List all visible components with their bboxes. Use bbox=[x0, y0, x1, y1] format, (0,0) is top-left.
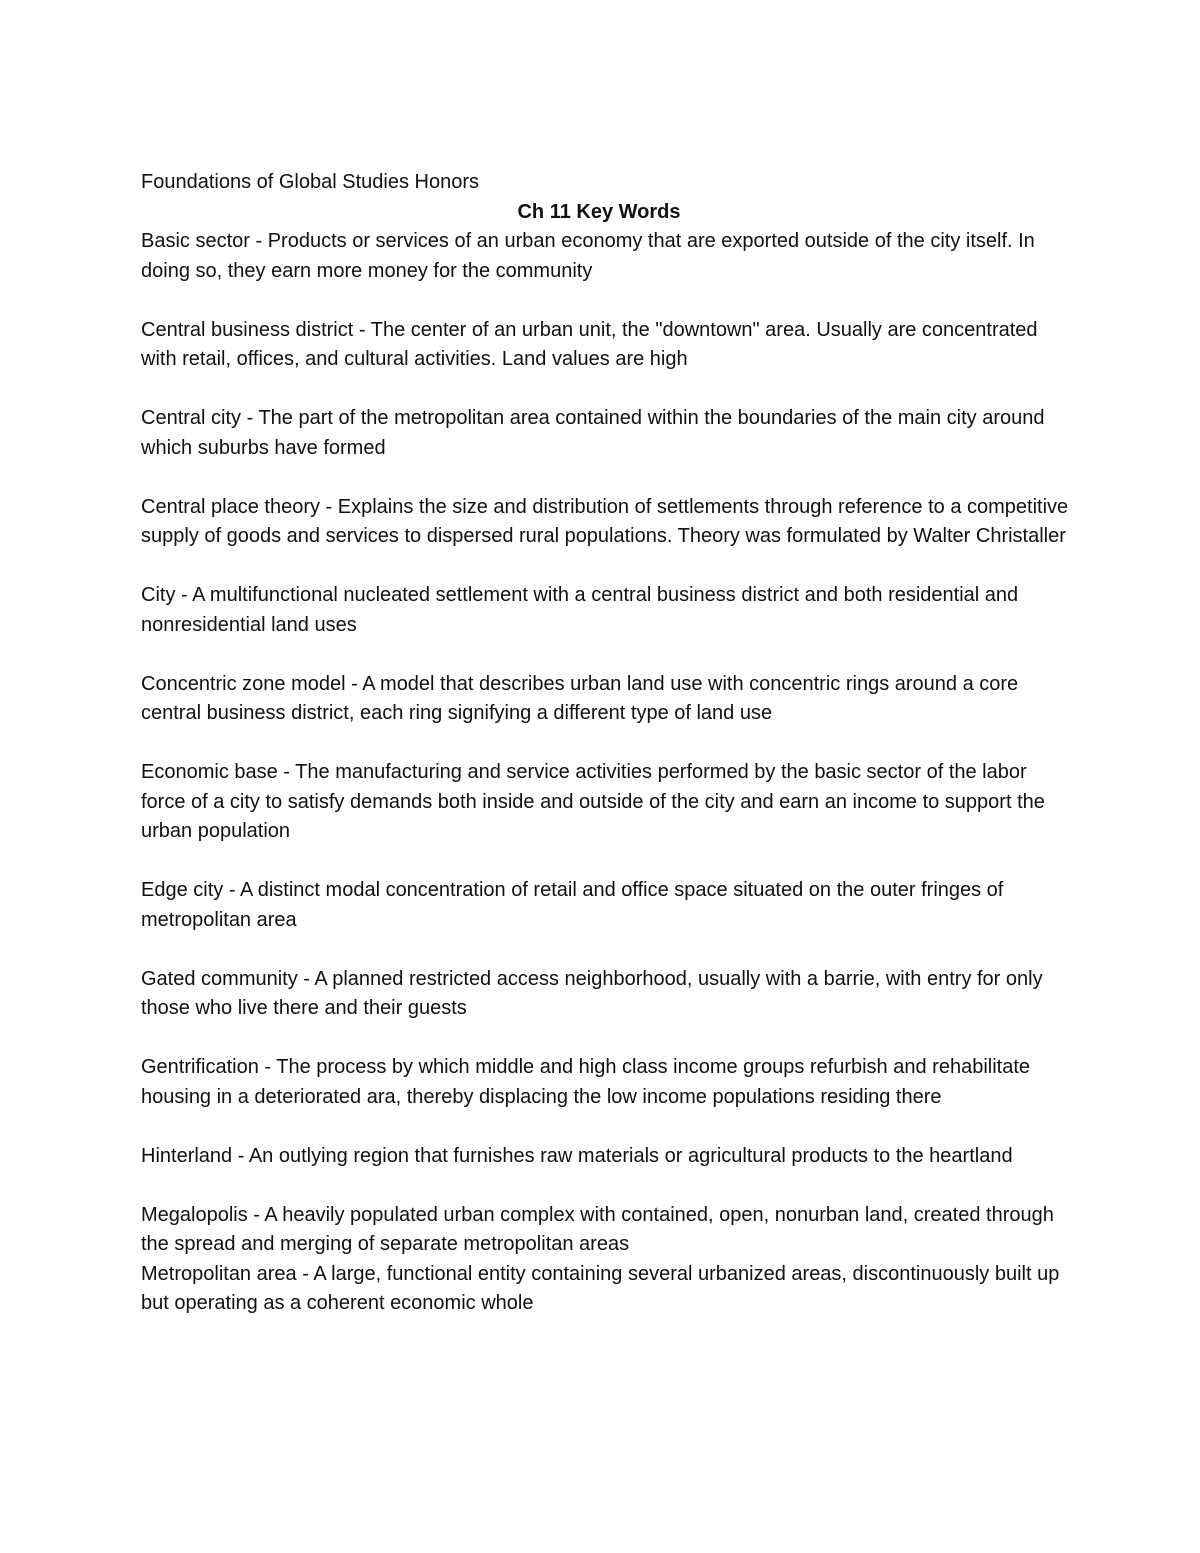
entry-term: Metropolitan area bbox=[141, 1262, 297, 1285]
entry-separator: - bbox=[297, 967, 315, 990]
entry-term: Basic sector bbox=[141, 230, 250, 252]
entry-separator: - bbox=[247, 1203, 265, 1226]
page-title: Ch 11 Key Words bbox=[517, 200, 681, 223]
glossary-entry bbox=[141, 1142, 1071, 1172]
entry-separator: - bbox=[277, 761, 296, 783]
entry-term: Central city bbox=[141, 407, 242, 429]
entry-separator: - bbox=[223, 879, 240, 901]
glossary-entry bbox=[141, 758, 1071, 847]
entry-definition: The process by which middle and high class income groups refurbish and rehabilitate housing in a deteriorated ara, thereby displacing the low income populations residing there bbox=[141, 1056, 1031, 1108]
glossary-entry bbox=[141, 965, 1071, 1024]
glossary-entry bbox=[141, 316, 1071, 375]
entry-definition: A multifunctional nucleated settlement with a central business district and both residential and nonresidential land uses bbox=[141, 584, 1019, 636]
entry-term: Gentrification bbox=[141, 1056, 259, 1078]
entry-separator: - bbox=[175, 584, 193, 606]
entry-separator: - bbox=[241, 407, 259, 429]
document-page bbox=[141, 168, 1071, 1319]
entry-term: Gated community bbox=[141, 967, 298, 990]
entry-definition: An outlying region that furnishes raw materials or agricultural products to the heartland bbox=[248, 1144, 1013, 1167]
entry-separator: - bbox=[249, 230, 268, 252]
glossary-entry bbox=[141, 493, 1071, 552]
entry-term: Central business district bbox=[141, 318, 354, 341]
entry-definition: A planned restricted access neighborhood, usually with a barrie, with entry for only those who live there and their guests bbox=[141, 967, 1043, 1019]
entry-separator: - bbox=[296, 1262, 314, 1285]
entry-definition: The manufacturing and service activities performed by the basic sector of the labor force of a city to satisfy demands both inside and outside of the city and earn an income to support the urban population bbox=[141, 761, 1045, 842]
entry-definition: The center of an urban unit, the "downtown" area. Usually are concentrated with retail, offices, and cultural activities. Land values are high bbox=[141, 318, 1038, 370]
glossary-entry bbox=[141, 1053, 1071, 1112]
glossary-entry bbox=[141, 1260, 1071, 1319]
entry-definition: The part of the metropolitan area contained within the boundaries of the main city around which suburbs have formed bbox=[141, 407, 1045, 459]
entry-separator: - bbox=[319, 495, 338, 518]
entry-term: Economic base bbox=[141, 761, 278, 783]
entry-separator: - bbox=[353, 318, 371, 341]
entry-definition: A distinct modal concentration of retail and office space situated on the outer fringes of metropolitan area bbox=[141, 879, 1004, 931]
glossary-entry bbox=[141, 1201, 1071, 1260]
entry-term: Concentric zone model bbox=[141, 672, 346, 695]
entry-definition: Products or services of an urban economy that are exported outside of the city itself. In doing so, they earn more money for the community bbox=[141, 230, 1035, 282]
entry-term: City bbox=[141, 584, 176, 606]
entry-term: Hinterland bbox=[141, 1144, 233, 1167]
entry-separator: - bbox=[345, 672, 363, 695]
entry-term: Megalopolis bbox=[141, 1203, 248, 1226]
entry-separator: - bbox=[258, 1056, 277, 1078]
entry-definition: A heavily populated urban complex with contained, open, nonurban land, created through the spread and merging of separate metropolitan areas bbox=[141, 1203, 1054, 1255]
entry-definition: Explains the size and distribution of settlements through reference to a competitive supply of goods and services to dispersed rural populations. Theory was formulated by Walter Christaller bbox=[141, 495, 1069, 547]
entry-definition: A large, functional entity containing several urbanized areas, discontinuously built up but operating as a coherent economic whole bbox=[141, 1262, 1060, 1314]
entry-separator: - bbox=[232, 1144, 249, 1167]
entry-term: Central place theory bbox=[141, 495, 320, 518]
glossary-entry bbox=[141, 404, 1071, 463]
glossary-entry bbox=[141, 581, 1071, 640]
glossary-entry bbox=[141, 670, 1071, 729]
entry-term: Edge city bbox=[141, 879, 224, 901]
glossary-entry bbox=[141, 227, 1071, 286]
entry-definition: A model that describes urban land use with concentric rings around a core central business district, each ring signifying a different type of land use bbox=[141, 672, 1019, 724]
course-title: Foundations of Global Studies Honors bbox=[141, 171, 479, 193]
glossary-entry bbox=[141, 876, 1071, 935]
